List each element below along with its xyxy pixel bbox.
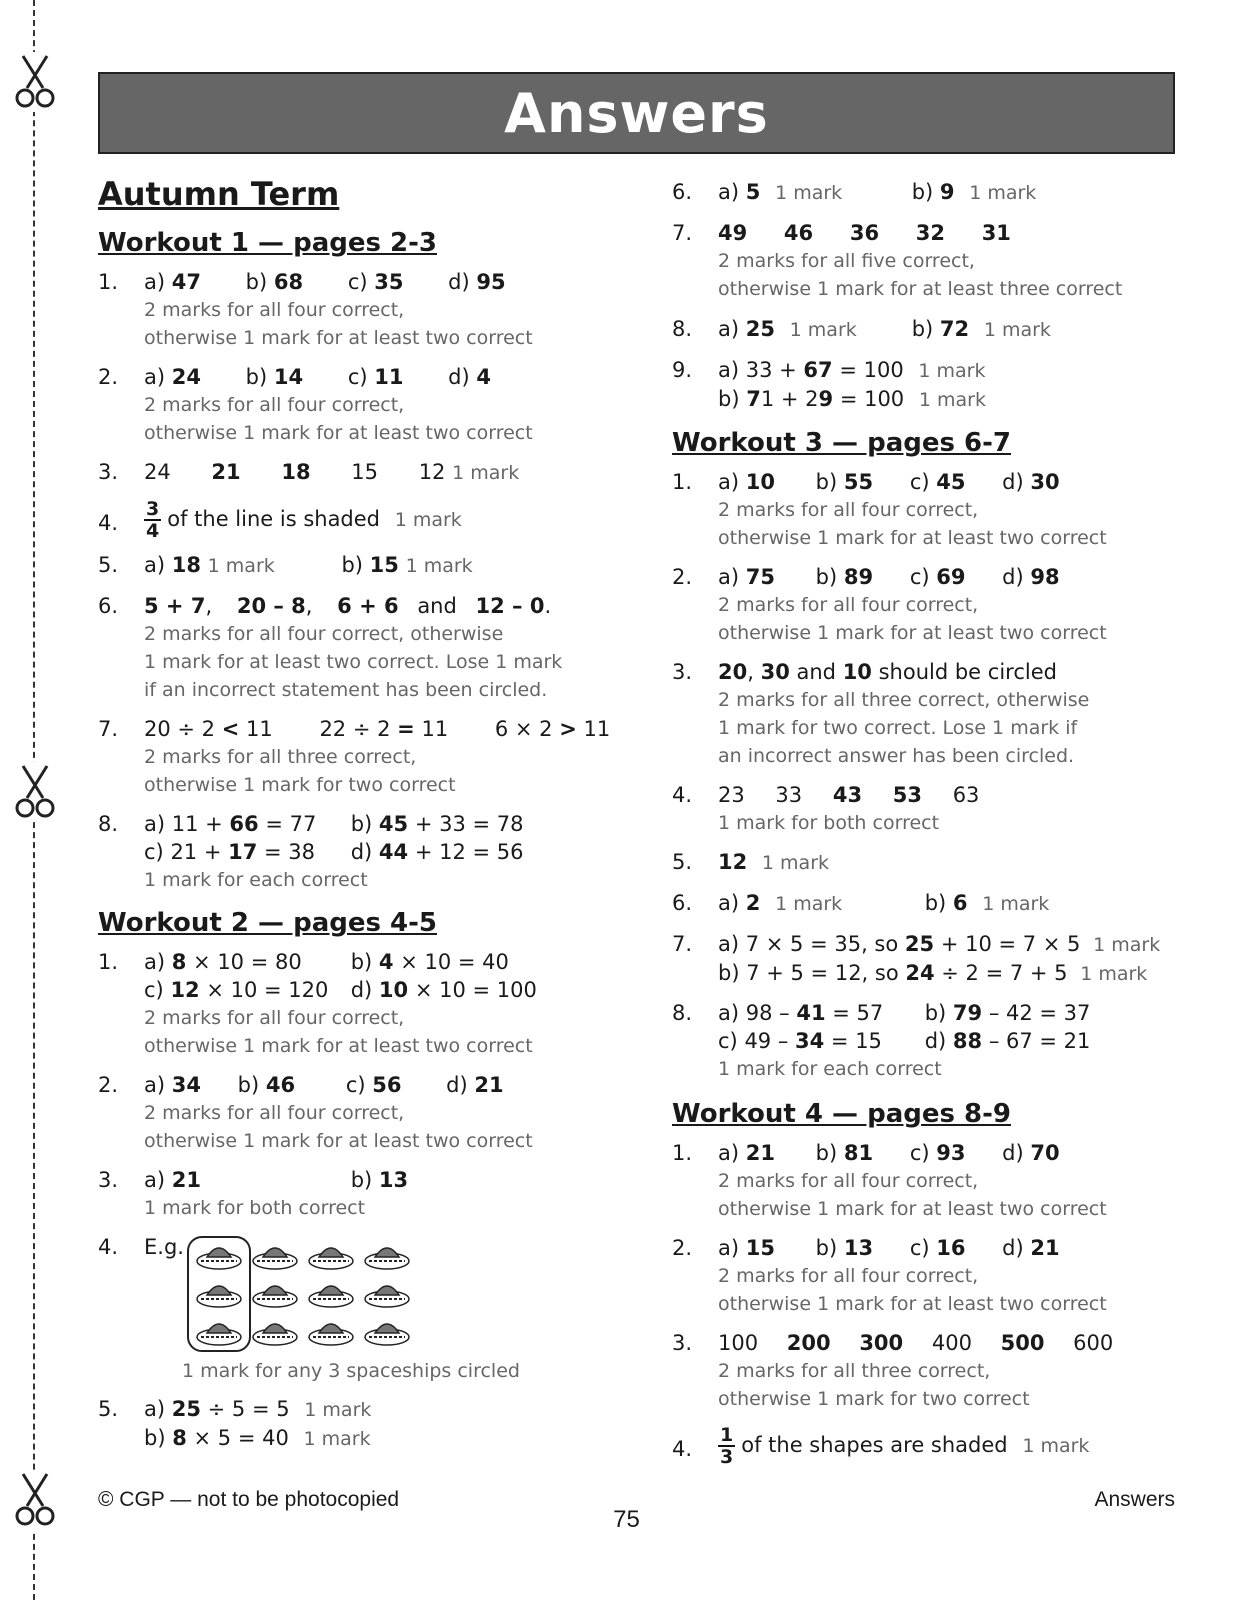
scissors-icon [13,762,57,822]
spaceship-icon [197,1248,241,1269]
page-number: 75 [613,1506,640,1533]
w1-q7: 7. 20 ÷ 2 < 11 22 ÷ 2 = 11 6 × 2 > 11 2 marks for all three correct, otherwise 1 mark for two correct [98,717,611,796]
term-heading: Autumn Term [98,175,340,213]
scissors-icon [13,52,57,112]
w2-q4: 4. E.g. 1 mark for any 3 spaceships circled [98,1235,520,1382]
spaceship-icon [197,1286,241,1307]
w3-q8: 8. a) 98 – 41 = 57 b) 79 – 42 = 37 c) 49 – 34 = 15 d) 88 – 67 = 21 1 mark for each correct [672,1001,1091,1080]
w4-q4: 4. $\frac{1}{3}$ of the shapes are shaded 1 mark [672,1424,1090,1468]
w3-q5: 5. 12 1 mark [672,850,830,874]
spaceship-icon [365,1286,409,1307]
w1-q2: 2. a) 24 b) 14 c) 11 d) 4 2 marks for all four correct, otherwise 1 mark for at least two correct [98,365,533,444]
right-column [672,178,1192,1467]
w2-q7: 7. 49 46 36 32 31 2 marks for all five correct, otherwise 1 mark for at least three correct [672,221,1123,300]
spaceship-icon [309,1286,353,1307]
w2-q9: 9. a) 33 + 67 = 100 1 mark b) 71 + 29 = 100 1 mark [672,358,986,411]
spaceship-icon [365,1248,409,1269]
spaceship-icon [197,1324,241,1345]
copyright-notice: © CGP — not to be photocopied [98,1488,400,1511]
w2-q3: 3. a) 21 b) 13 1 mark for both correct [98,1168,409,1219]
left-column [98,174,618,1453]
workout-1-heading: Workout 1 — pages 2-3 [98,228,437,258]
w2-q2: 2. a) 34 b) 46 c) 56 d) 21 2 marks for all four correct, otherwise 1 mark for at least two correct [98,1073,533,1152]
w1-q8: 8. a) 11 + 66 = 77 b) 45 + 33 = 78 c) 21 + 17 = 38 d) 44 + 12 = 56 1 mark for each correct [98,812,524,891]
w4-q1: 1. a) 21 b) 81 c) 93 d) 70 2 marks for all four correct, otherwise 1 mark for at least two correct [672,1141,1107,1220]
w3-q1: 1. a) 10 b) 55 c) 45 d) 30 2 marks for all four correct, otherwise 1 mark for at least two correct [672,470,1107,549]
w1-q3: 3. 24 21 18 15 12 1 mark [98,460,520,484]
w2-q8: 8. a) 25 1 mark b) 72 1 mark [672,317,1051,341]
w2-q5: 5. a) 25 ÷ 5 = 5 1 mark b) 8 × 5 = 40 1 mark [98,1397,372,1450]
workout-4-heading: Workout 4 — pages 8-9 [672,1099,1011,1129]
spaceship-icon [253,1324,297,1345]
spaceship-grid [186,1235,426,1353]
fraction: $\frac{3}{4}$ [146,498,160,542]
w2-q6: 6. a) 5 1 mark b) 9 1 mark [672,180,1037,204]
footer-section-label: Answers [1094,1488,1175,1511]
title-banner [98,72,1175,154]
w1-q5: 5. a) 18 1 mark b) 15 1 mark [98,553,473,577]
page-title: Answers [504,81,769,145]
w4-q2: 2. a) 15 b) 13 c) 16 d) 21 2 marks for all four correct, otherwise 1 mark for at least two correct [672,1236,1107,1315]
w3-q4: 4. 23 33 43 53 63 1 mark for both correct [672,783,980,834]
w1-q6: 6. 5 + 7, 20 – 8, 6 + 6 and 12 – 0. 2 marks for all four correct, otherwise 1 mark for at least two correct. Lose 1 mark if an incorrect statement has been circled. [98,594,563,701]
w1-q1: 1. a) 47 b) 68 c) 35 d) 95 2 marks for all four correct, otherwise 1 mark for at least two correct [98,270,533,349]
w2-q1: 1. a) 8 × 10 = 80 b) 4 × 10 = 40 c) 12 × 10 = 120 d) 10 × 10 = 100 2 marks for all four correct, otherwise 1 mark for at least two correct [98,950,537,1057]
spaceship-icon [365,1324,409,1345]
spaceship-icon [309,1248,353,1269]
w3-q6: 6. a) 2 1 mark b) 6 1 mark [672,891,1050,915]
w3-q3: 3. 20, 30 and 10 should be circled 2 marks for all three correct, otherwise 1 mark for two correct. Lose 1 mark if an incorrect answer has been circled. [672,660,1090,767]
w1-q4: 4. $\frac{3}{4}$ of the line is shaded 1 mark [98,498,462,542]
workout-2-heading: Workout 2 — pages 4-5 [98,908,437,938]
spaceship-icon [253,1248,297,1269]
fraction: $\frac{1}{3}$ [720,1424,734,1468]
spaceship-icon [253,1286,297,1307]
w4-q3: 3. 100 200 300 400 500 600 2 marks for all three correct, otherwise 1 mark for two correct [672,1331,1114,1410]
w3-q7: 7. a) 7 × 5 = 35, so 25 + 10 = 7 × 5 1 mark b) 7 + 5 = 12, so 24 ÷ 2 = 7 + 5 1 mark [672,932,1161,985]
workout-3-heading: Workout 3 — pages 6-7 [672,428,1011,458]
spaceship-icon [309,1324,353,1345]
w3-q2: 2. a) 75 b) 89 c) 69 d) 98 2 marks for all four correct, otherwise 1 mark for at least two correct [672,565,1107,644]
